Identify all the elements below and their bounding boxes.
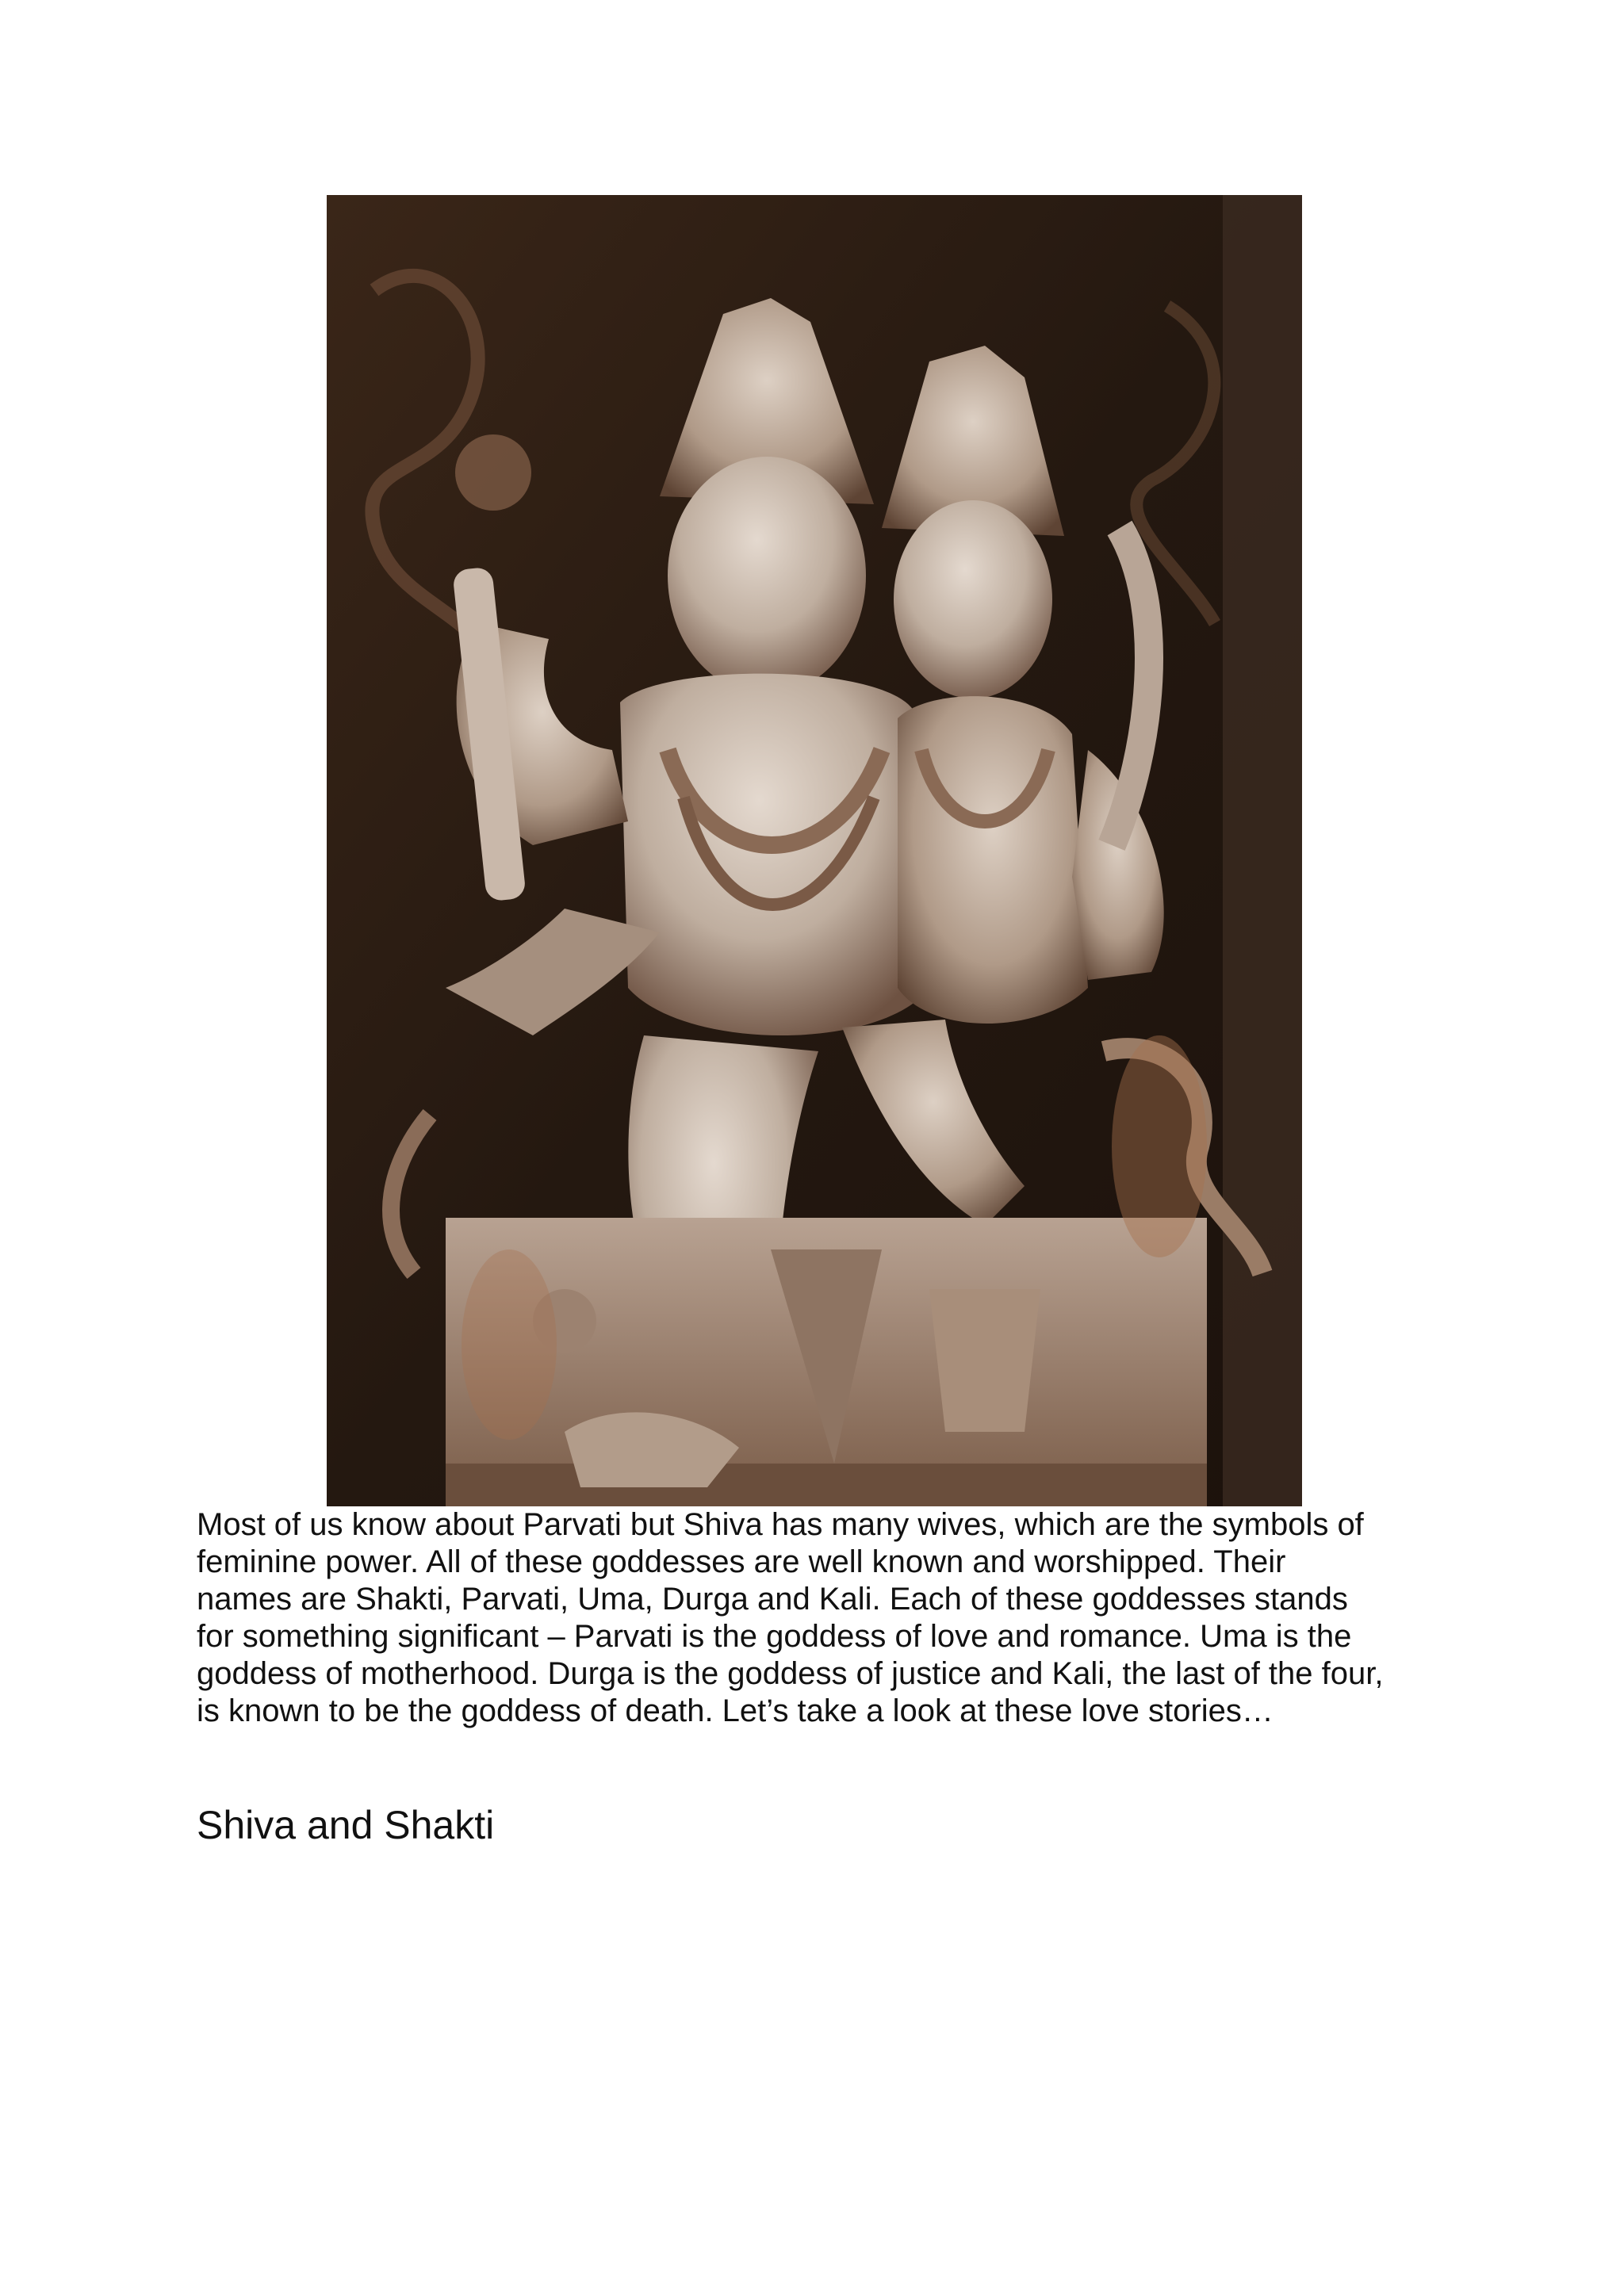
body-line: names are Shakti, Parvati, Uma, Durga and Kali. Each of these goddesses stands bbox=[197, 1582, 1348, 1617]
body-line: is known to be the goddess of death. Let’s take a look at these love stories… bbox=[197, 1693, 1274, 1728]
sculpture-photo bbox=[327, 195, 1302, 1506]
body-paragraph bbox=[197, 1506, 1434, 1730]
body-line: for something significant – Parvati is the goddess of love and romance. Uma is the bbox=[197, 1619, 1352, 1654]
sculpture-image bbox=[327, 195, 1302, 1506]
section-heading: Shiva and Shakti bbox=[197, 1803, 495, 1847]
body-line: Most of us know about Parvati but Shiva has many wives, which are the symbols of bbox=[197, 1507, 1364, 1542]
body-line: goddess of motherhood. Durga is the goddess of justice and Kali, the last of the four, bbox=[197, 1656, 1384, 1691]
body-line: feminine power. All of these goddesses are well known and worshipped. Their bbox=[197, 1544, 1286, 1579]
